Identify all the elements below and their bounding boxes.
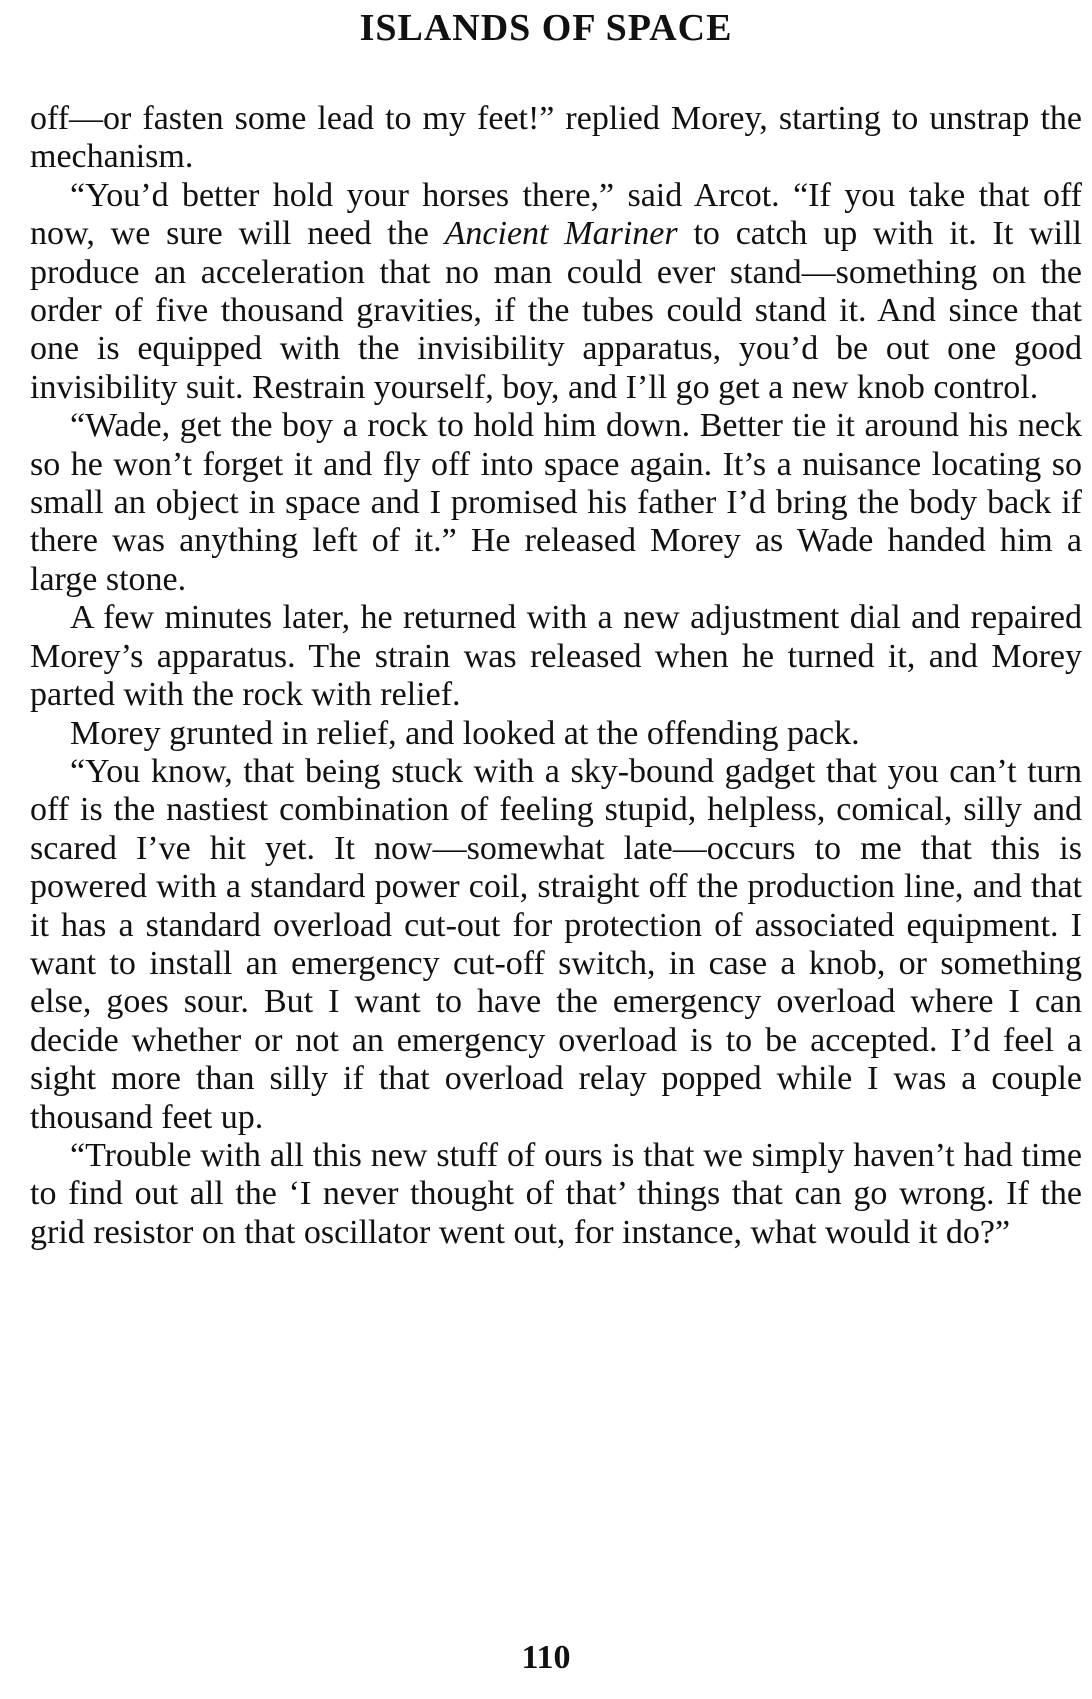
body-text xyxy=(30,100,1082,1252)
paragraph-2-text-end: to catch up with it. It will produce an acceleration that no man could ever stand—something on the order of five thousand gravities, if the tubes could stand it. And since that one is equipped with the invisibility apparatus, you’d be out one good invisibility suit. Restrain yourself, boy, and I’ll go get a new knob control. xyxy=(30,215,1082,406)
paragraph-6: “You know, that being stuck with a sky-bound gadget that you can’t turn off is the nastiest combination of feeling stupid, helpless, comical, silly and scared I’ve hit yet. It now—somewhat late—occurs to me that this is powered with a standard power coil, straight off the production line, and that it has a standard overload cut-out for protection of associated equipment. I want to install an emergency cut-off switch, in case a knob, or something else, goes sour. But I want to have the emergency overload where I can decide whether or not an emergency overload is to be accepted. I’d feel a sight more than silly if that overload relay popped while I was a couple thousand feet up. xyxy=(30,752,1082,1136)
paragraph-1: off—or fasten some lead to my feet!” replied Morey, starting to unstrap the mechanism. xyxy=(30,100,1082,176)
running-head: ISLANDS OF SPACE xyxy=(359,7,733,49)
page-number: 110 xyxy=(521,1639,571,1676)
paragraph-7: “Trouble with all this new stuff of ours is that we simply haven’t had time to find out all the ‘I never thought of that’ things that can go wrong. If the grid resistor on that oscillator went out, for instance, what would it do?” xyxy=(30,1136,1082,1251)
ship-name-ancient-mariner: Ancient Mariner xyxy=(444,215,678,253)
paragraph-2-text-start: “You’d better hold your horses there,” said Arcot. “If you take that off now, we sure will need the xyxy=(30,176,1082,253)
paragraph-4: A few minutes later, he returned with a new adjustment dial and repaired Morey’s apparatus. The strain was released when he turned it, and Morey parted with the rock with relief. xyxy=(30,599,1082,714)
paragraph-5: Morey grunted in relief, and looked at the offending pack. xyxy=(70,714,860,752)
paragraph-3: “Wade, get the boy a rock to hold him down. Better tie it around his neck so he won’t forget it and fly off into space again. It’s a nuisance locating so small an object in space and I promised his father I’d bring the body back if there was anything left of it.” He released Morey as Wade handed him a large stone. xyxy=(30,407,1082,598)
paragraph-2 xyxy=(30,177,1082,407)
